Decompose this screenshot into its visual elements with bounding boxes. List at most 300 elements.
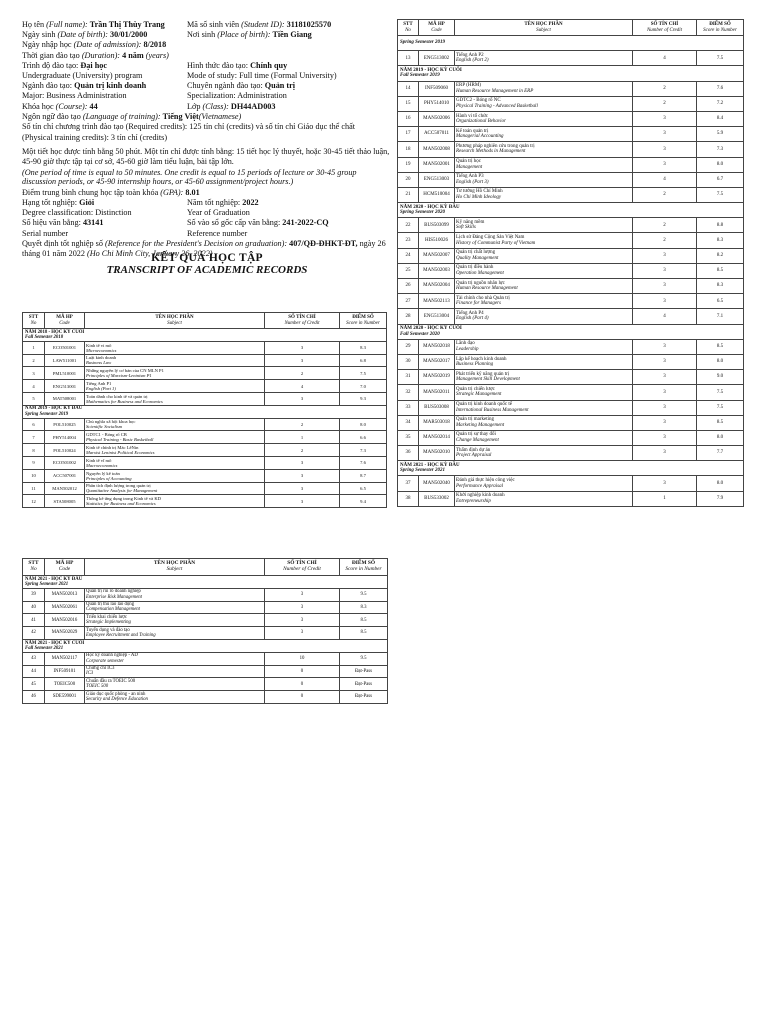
course-name	[455, 491, 633, 506]
course-name	[85, 588, 265, 601]
course-no: 32	[398, 385, 419, 400]
course-row	[23, 469, 387, 482]
course-code: PHY514004	[45, 431, 85, 444]
header-code-en: Code	[431, 27, 442, 33]
semester-en: Spring Semester 2021	[400, 468, 446, 474]
info-row-0	[22, 20, 392, 30]
course-no: 12	[23, 495, 45, 508]
course-credits: 2	[633, 218, 697, 233]
header-credits-vi: SỐ TÍN CHỈ	[650, 22, 679, 27]
course-name-en: Statistics for Business and Economics	[86, 501, 156, 507]
info-left	[22, 208, 132, 217]
course-row	[398, 51, 744, 66]
course-row	[398, 446, 744, 461]
course-name	[85, 652, 265, 665]
header-no-en: No	[30, 566, 37, 572]
course-no: 14	[398, 81, 419, 96]
course-name	[455, 51, 633, 66]
transcript-table-3	[22, 558, 388, 704]
info-left	[22, 102, 98, 111]
course-score: 8.3	[697, 279, 744, 294]
info-label: Undergraduate (University) program	[22, 70, 143, 80]
course-row	[398, 172, 744, 187]
course-row	[398, 127, 744, 142]
course-name	[85, 341, 265, 354]
header-score	[340, 313, 387, 329]
course-row	[398, 187, 744, 202]
course-row	[23, 627, 388, 640]
course-no: 31	[398, 370, 419, 385]
program-row-4	[22, 102, 392, 112]
course-credits: 3	[265, 588, 340, 601]
course-no: 19	[398, 157, 419, 172]
course-code: MAN502012	[45, 482, 85, 495]
course-name	[85, 627, 265, 640]
course-row	[398, 476, 744, 491]
info-right	[187, 71, 337, 81]
program-row-1	[22, 71, 392, 81]
course-row	[23, 691, 388, 704]
course-code: MAN502013	[45, 588, 85, 601]
course-credits: 3	[265, 469, 340, 482]
course-name	[455, 294, 633, 309]
course-no: 25	[398, 263, 419, 278]
course-credits: 0	[265, 678, 340, 691]
course-name	[85, 418, 265, 431]
course-no: 1	[23, 341, 45, 354]
transcript-title	[22, 252, 392, 276]
course-no: 38	[398, 491, 419, 506]
course-credits: 3	[633, 157, 697, 172]
course-no: 7	[23, 431, 45, 444]
semester-row	[398, 203, 744, 218]
info-label-en: (Reference for the President's Decision on graduation):	[104, 238, 288, 248]
course-name-vi: Những nguyên lý cơ bản của CN MLN P1	[86, 368, 164, 374]
info-right	[187, 208, 250, 218]
header-code	[45, 559, 85, 576]
course-score: 7.5	[697, 400, 744, 415]
semester-heading	[398, 203, 744, 218]
info-label: Major: Business Administration	[22, 91, 127, 101]
course-name-en: Business Planning	[456, 362, 494, 368]
course-no: 40	[23, 601, 45, 614]
course-credits: 3	[633, 415, 697, 430]
info-value: 2022	[242, 198, 259, 208]
course-row	[398, 111, 744, 126]
course-name-en: English (Part 1)	[86, 386, 116, 392]
course-name-vi: Tuyển dụng và đào tạo	[86, 627, 130, 633]
course-credits: 4	[633, 309, 697, 324]
header-no	[23, 559, 45, 576]
course-score: 9.0	[697, 370, 744, 385]
header-subject	[455, 20, 633, 36]
course-code: MAR503018	[419, 415, 455, 430]
course-code: SDE599001	[45, 691, 85, 704]
info-left	[22, 91, 127, 100]
course-score: 7.3	[697, 142, 744, 157]
course-name	[85, 444, 265, 457]
info-value: Giỏi	[79, 198, 95, 208]
semester-en: Spring Semester 2021	[25, 581, 69, 587]
info-value: 241-2022-CQ	[282, 218, 329, 228]
course-no: 39	[23, 588, 45, 601]
course-name	[85, 354, 265, 367]
info-value: Trần Thị Thùy Trang	[89, 20, 165, 29]
course-no: 4	[23, 380, 45, 393]
course-name-vi: Giáo dục quốc phòng - an ninh	[86, 691, 146, 697]
info-label: Trình độ đào tạo:	[22, 60, 79, 70]
course-code: BUS533002	[419, 491, 455, 506]
course-row	[398, 385, 744, 400]
course-code: ACC507011	[419, 127, 455, 142]
header-score-vi: ĐIỂM SỐ	[351, 560, 376, 567]
info-label-en: (Course):	[55, 101, 88, 111]
header-credits-en: Number of Credit	[646, 27, 683, 33]
course-code: BUS503099	[419, 218, 455, 233]
course-no: 35	[398, 430, 419, 445]
course-credits: 3	[633, 446, 697, 461]
course-name	[85, 678, 265, 691]
course-no: 42	[23, 627, 45, 640]
course-name-vi: Kinh tế vi mô	[86, 342, 112, 348]
info-label: Số vào sổ gốc cấp văn bằng:	[187, 218, 281, 228]
info-label: Lớp	[187, 101, 201, 111]
header-no-vi: STT	[403, 22, 413, 27]
info-left	[22, 229, 68, 238]
transcript-table-2	[397, 19, 744, 507]
course-name	[455, 309, 633, 324]
course-row	[398, 294, 744, 309]
course-name-en: Mathematics for Business and Economics	[86, 398, 163, 404]
course-no: 44	[23, 665, 45, 678]
course-code: STA508005	[45, 495, 85, 508]
course-row	[23, 456, 387, 469]
course-name	[455, 187, 633, 202]
course-credits: 0	[265, 665, 340, 678]
course-score: 8.2	[697, 248, 744, 263]
course-name-en: Management Skill Development	[456, 377, 520, 383]
course-credits: 3	[265, 354, 340, 367]
decision-date-en: (Ho Chi Minh City, January 26, 2022)	[87, 248, 213, 258]
course-name-vi: Kỹ năng mềm	[456, 219, 485, 225]
course-score: 7.3	[340, 444, 387, 457]
course-row	[398, 96, 744, 111]
course-score: Đạt-Pass	[340, 678, 388, 691]
info-value: 8/2018	[143, 40, 167, 50]
info-left	[22, 81, 146, 90]
header-no-en: No	[30, 320, 37, 326]
course-name-vi: GDTC1 - Bóng rổ CB	[86, 432, 127, 438]
course-score: 8.0	[340, 418, 387, 431]
course-credits: 3	[265, 392, 340, 405]
course-no: 2	[23, 354, 45, 367]
course-name-en: Principles of Accounting	[86, 475, 132, 481]
course-code: POL510024	[45, 444, 85, 457]
course-name	[455, 385, 633, 400]
course-no: 8	[23, 444, 45, 457]
title-vi: KẾT QUẢ HỌC TẬP	[151, 252, 263, 264]
course-name-vi: Phân tích định lượng trong quản trị	[86, 483, 151, 489]
course-credits: 2	[265, 444, 340, 457]
course-name-vi: Tài chính cho nhà Quản trị	[456, 295, 510, 301]
course-code: MAN502117	[45, 652, 85, 665]
course-name-en: English (Part 4)	[456, 316, 489, 322]
info-label: Degree classification: Distinction	[22, 208, 132, 218]
degree-row-1	[22, 208, 392, 218]
course-row	[23, 392, 387, 405]
course-credits: 3	[265, 482, 340, 495]
course-name	[455, 81, 633, 96]
course-code: MAN502008	[419, 142, 455, 157]
course-name	[455, 142, 633, 157]
course-name-en: Soft Skills	[456, 225, 476, 231]
course-score: Đạt-Pass	[340, 665, 388, 678]
course-name-en: Marxist Leninist Political Economics	[86, 450, 155, 456]
course-row	[398, 142, 744, 157]
course-credits: 3	[633, 142, 697, 157]
info-label: Thời gian đào tạo	[22, 50, 80, 60]
course-credits: 3	[633, 263, 697, 278]
semester-heading	[23, 576, 388, 589]
course-score: 7.2	[697, 96, 744, 111]
degree-row-0	[22, 198, 392, 208]
course-row	[23, 495, 387, 508]
course-score: 6.8	[340, 354, 387, 367]
course-credits: 3	[265, 627, 340, 640]
course-credits: 0	[265, 691, 340, 704]
header-row	[23, 313, 387, 329]
course-name-en: Project Appraisal	[456, 453, 492, 459]
header-row	[398, 20, 744, 36]
degree-row-3	[22, 229, 392, 239]
info-value: Quản trị	[264, 81, 296, 91]
course-name	[85, 367, 265, 380]
course-code: ECO501002	[45, 456, 85, 469]
course-name-vi: Quản trị sự thay đổi	[456, 432, 496, 438]
course-row	[23, 380, 387, 393]
course-name-vi: Quản trị kinh doanh quốc tế	[456, 402, 512, 408]
course-credits: 3	[265, 601, 340, 614]
course-row	[398, 309, 744, 324]
header-subject-vi: TÊN HỌC PHẦN	[155, 315, 194, 320]
course-name-en: Microeconomics	[86, 347, 117, 353]
course-name-vi: Quản trị chiến lược	[456, 386, 495, 392]
semester-row	[398, 36, 744, 51]
course-code: MAN502003	[419, 263, 455, 278]
course-credits: 4	[265, 380, 340, 393]
semester-vi: NĂM 2019 - HỌC KỲ ĐẦU	[25, 406, 83, 412]
course-code: MAN502017	[419, 354, 455, 369]
course-name-vi: Quản trị rủi ro doanh nghiệp	[86, 589, 141, 595]
course-score: 7.0	[340, 380, 387, 393]
info-left	[22, 218, 103, 227]
course-name	[455, 233, 633, 248]
course-credits: 3	[633, 248, 697, 263]
info-label-en: (Date of birth):	[57, 30, 108, 40]
course-row	[23, 444, 387, 457]
header-credits	[265, 313, 340, 329]
course-name-en: Enterprise Risk Management	[86, 594, 142, 600]
course-name-vi: Chủ nghĩa xã hội khoa học	[86, 419, 136, 425]
course-credits: 3	[633, 385, 697, 400]
info-label: Specialization: Administration	[187, 91, 287, 101]
course-code: MAN502004	[419, 279, 455, 294]
info-label-en: (GPA):	[160, 187, 184, 197]
course-name	[85, 469, 265, 482]
course-name-vi: Lịch sử Đảng Cộng Sản Việt Nam	[456, 235, 525, 241]
course-no: 22	[398, 218, 419, 233]
info-label: Nơi sinh	[187, 30, 216, 40]
course-row	[398, 248, 744, 263]
info-label: Ngày nhập học	[22, 40, 72, 50]
course-name	[455, 172, 633, 187]
info-right	[187, 91, 287, 101]
course-code: HCM510004	[419, 187, 455, 202]
course-name-en: Principles of Marxism-Leninism P1	[86, 373, 152, 379]
header-no	[398, 20, 419, 36]
semester-vi: NĂM 2021 - HỌC KỲ CUỐI	[25, 640, 85, 646]
info-value: Quản trị kinh doanh	[74, 81, 147, 91]
info-label: Ngành đào tạo:	[22, 81, 73, 91]
header-subject	[85, 313, 265, 329]
course-credits: 3	[265, 341, 340, 354]
course-row	[23, 614, 388, 627]
course-score: 7.5	[697, 187, 744, 202]
course-name	[455, 400, 633, 415]
header-credits	[633, 20, 697, 36]
decision-date: 26 tháng 01 năm 2022	[22, 238, 386, 258]
course-no: 6	[23, 418, 45, 431]
course-row	[398, 279, 744, 294]
course-no: 45	[23, 678, 45, 691]
course-code: ENG513003	[419, 172, 455, 187]
course-name-vi: Đánh giá thực hiện công việc	[456, 478, 515, 484]
semester-en: Spring Semester 2019	[400, 40, 446, 46]
course-name-en: Quality Management	[456, 255, 499, 261]
course-score: 8.0	[697, 430, 744, 445]
course-name-vi: Chứng chỉ IC3	[86, 666, 115, 672]
course-credits: 3	[633, 476, 697, 491]
course-row	[398, 415, 744, 430]
info-value: Chính quy	[250, 60, 288, 70]
course-no: 16	[398, 111, 419, 126]
course-no: 26	[398, 279, 419, 294]
info-right	[187, 30, 312, 40]
info-right	[187, 218, 329, 228]
header-code-vi: MÃ HP	[56, 315, 73, 320]
course-name-en: Security and Defence Education	[86, 697, 148, 703]
course-name-en: Scientific Socialism	[86, 424, 123, 430]
course-score: 8.3	[340, 601, 388, 614]
info-label-en: (Language of training):	[82, 111, 161, 121]
course-name-en: Leadership	[456, 346, 479, 352]
semester-heading	[398, 36, 744, 51]
info-row-2	[22, 40, 392, 50]
title-en: TRANSCRIPT OF ACADEMIC RECORDS	[106, 264, 308, 276]
semester-row	[398, 66, 744, 81]
course-code: BUS503008	[419, 400, 455, 415]
course-name	[455, 111, 633, 126]
course-name-vi: Chuẩn đầu ra TOEIC 500	[86, 679, 136, 684]
course-name-en: TOEIC 500	[86, 684, 109, 690]
course-name-en: English (Part 3)	[456, 179, 489, 185]
course-name-en: Corporate semester	[86, 658, 124, 664]
info-label: Số hiệu văn bằng:	[22, 218, 81, 228]
semester-heading	[23, 405, 387, 418]
course-name-vi: Nguyên lý kế toán	[86, 470, 120, 476]
course-no: 20	[398, 172, 419, 187]
course-code: INF509101	[45, 665, 85, 678]
course-no: 21	[398, 187, 419, 202]
header-subject-vi: TÊN HỌC PHẦN	[524, 22, 563, 27]
header-credits	[265, 559, 340, 576]
course-score: 7.5	[697, 385, 744, 400]
info-value: DH44AD003	[230, 101, 276, 111]
course-name-vi: Quản trị nguồn nhân lực	[456, 280, 505, 286]
course-name	[455, 476, 633, 491]
info-label: Năm tốt nghiệp:	[187, 198, 241, 208]
credits-line-2: (Physical training credits): 3 tín chỉ (credits)	[22, 132, 168, 142]
course-name	[85, 691, 265, 704]
decision-number: 407/QĐ-ĐHKT-ĐT,	[289, 238, 358, 248]
course-row	[23, 341, 387, 354]
info-left	[22, 61, 107, 70]
course-name-en: Management	[456, 164, 483, 170]
course-row	[398, 491, 744, 506]
course-name	[455, 415, 633, 430]
course-row	[398, 263, 744, 278]
header-score-vi: ĐIỂM SỐ	[352, 315, 374, 320]
header-code-vi: MÃ HP	[428, 22, 445, 27]
course-name-en: IC3	[86, 671, 94, 677]
course-name	[85, 601, 265, 614]
course-name-en: Finance for Managers	[456, 301, 501, 307]
course-no: 28	[398, 309, 419, 324]
course-name-vi: Tiếng Anh P3	[456, 174, 484, 180]
course-name-vi: Toán dành cho kinh tế và quản trị	[86, 393, 148, 399]
course-score: 8.5	[697, 263, 744, 278]
header-no	[23, 313, 45, 329]
semester-row	[23, 639, 388, 652]
course-score: 6.5	[340, 482, 387, 495]
semester-row	[23, 329, 387, 342]
course-credits: 3	[633, 370, 697, 385]
header-code-en: Code	[58, 566, 71, 572]
course-code: MAN502014	[419, 430, 455, 445]
course-row	[23, 418, 387, 431]
course-score: 8.7	[340, 469, 387, 482]
course-no: 43	[23, 652, 45, 665]
student-info	[22, 20, 392, 259]
credits-line-1: Số tín chỉ chương trình đào tạo (Required credits): 125 tín chỉ (credits) và số tín chỉ Giáo dục thể chất	[22, 121, 355, 131]
info-right	[187, 229, 247, 239]
header-no-vi: STT	[28, 560, 39, 567]
course-row	[398, 370, 744, 385]
header-code	[45, 313, 85, 329]
course-name-vi: Lãnh đạo	[456, 341, 475, 347]
header-score-en: Score in Number	[703, 27, 737, 33]
semester-heading	[398, 66, 744, 81]
course-code: MAN502007	[419, 248, 455, 263]
course-credits: 3	[633, 354, 697, 369]
semester-row	[398, 324, 744, 339]
course-name-vi: Thẩm định dự án	[456, 447, 491, 453]
course-name-vi: ERP (HRM)	[456, 83, 481, 89]
course-name-vi: GDTC2 - Bóng rổ NC	[456, 98, 501, 104]
course-row	[23, 678, 388, 691]
course-name	[455, 248, 633, 263]
course-credits: 3	[265, 495, 340, 508]
